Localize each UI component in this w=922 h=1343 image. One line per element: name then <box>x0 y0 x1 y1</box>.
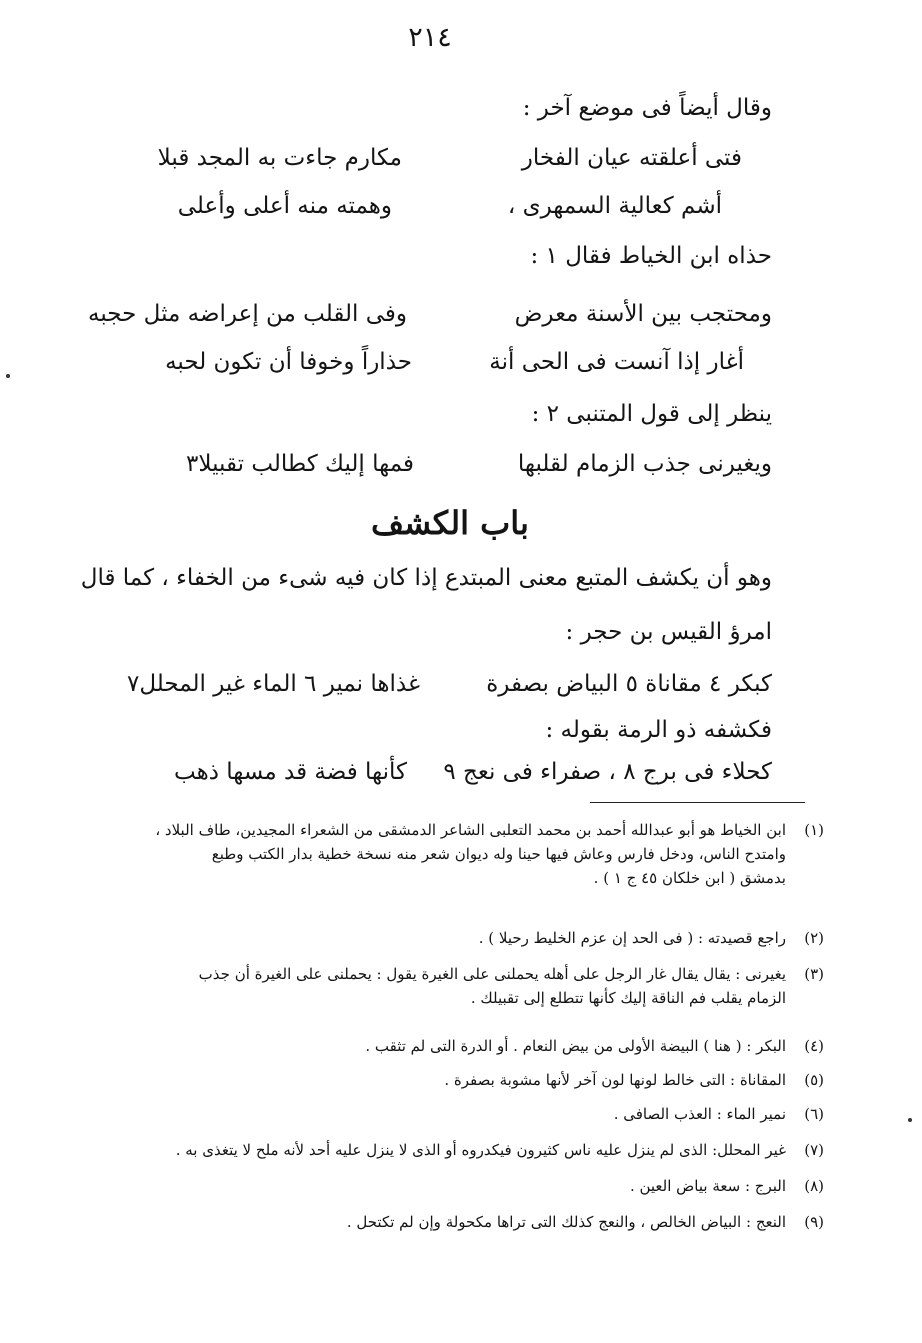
footnote-2-line-1: راجع قصيدته : ( فى الحد إن عزم الخليط رحيلا ) . <box>478 929 786 947</box>
verse-3-second-hemistich: وفى القلب من إعراضه مثل حجبه <box>88 301 407 327</box>
footnote-3-line-1: يغيرنى : يقال يقال غار الرجل على أهله يحملنى على الغيرة يقول : يحملنى على الغيرة أن جذب <box>198 965 786 983</box>
intro-line-2: حذاه ابن الخياط فقال ١ : <box>530 243 772 269</box>
verse-7-first-hemistich: كحلاء فى برج ٨ ، صفراء فى نعج ٩ <box>443 759 772 785</box>
section-heading: باب الكشف <box>371 504 529 542</box>
footnote-5-line-1: المقاناة : التى خالط لونها لون آخر لأنها مشوبة بصفرة . <box>444 1071 786 1089</box>
footnote-1-line-1: ابن الخياط هو أبو عبدالله أحمد بن محمد التعلبى الشاعر الدمشقى من الشعراء المجيدين، طاف البلاد ، <box>155 821 786 839</box>
verse-6-second-hemistich: غذاها نمير ٦ الماء غير المحلل٧ <box>127 671 420 697</box>
footnote-3-number: (٣) <box>804 965 824 983</box>
verse-2-second-hemistich: وهمته منه أعلى وأعلى <box>177 193 392 219</box>
footnote-5 <box>104 1068 824 1092</box>
paragraph-line-1: وهو أن يكشف المتبع معنى المبتدع إذا كان فيه شىء من الخفاء ، كما قال <box>80 565 772 591</box>
footnote-5-number: (٥) <box>804 1071 824 1089</box>
footnote-2-number: (٢) <box>804 929 824 947</box>
footnote-8 <box>104 1174 824 1198</box>
footnote-9 <box>104 1210 824 1234</box>
verse-4-first-hemistich: أغار إذا آنست فى الحى أنة <box>489 349 744 375</box>
footnote-1-line-3: بدمشق ( ابن خلكان ٤٥ ج ١ ) . <box>593 869 786 887</box>
verse-5-first-hemistich: ويغيرنى جذب الزمام لقلبها <box>517 451 772 477</box>
footnote-4-number: (٤) <box>804 1037 824 1055</box>
footnote-6-line-1: نمير الماء : العذب الصافى . <box>613 1105 786 1123</box>
footnote-9-line-1: النعج : البياض الخالص ، والنعج كذلك التى تراها مكحولة وإن لم تكتحل . <box>346 1213 786 1231</box>
footnote-4 <box>104 1034 824 1058</box>
verse-5-second-hemistich: فمها إليك كطالب تقبيلا٣ <box>186 451 414 477</box>
footnote-7 <box>104 1138 824 1162</box>
footnote-3 <box>104 962 824 1010</box>
footnote-1 <box>104 818 824 890</box>
verse-1-first-hemistich: فتى أعلقته عيان الفخار <box>521 145 742 171</box>
footnote-8-line-1: البرج : سعة بياض العين . <box>629 1177 786 1195</box>
footnote-1-line-2: وامتدح الناس، ودخل فارس وعاش فيها حينا وله ديوان شعر منه نسخة خطية بدار الكتب وطبع <box>211 845 786 863</box>
paragraph-line-2: امرؤ القيس بن حجر : <box>565 619 772 645</box>
footnote-6 <box>104 1102 824 1126</box>
verse-1-second-hemistich: مكارم جاءت به المجد قبلا <box>157 145 402 171</box>
footnote-7-line-1: غير المحلل: الذى لم ينزل عليه ناس كثيرون فيكدروه أو الذى لا ينزل عليه أحد لأنه ملح لا يتغذى به . <box>175 1141 786 1159</box>
intro-line-1: وقال أيضاً فى موضع آخر : <box>522 95 772 121</box>
footnote-3-line-2: الزمام يقلب فم الناقة إليك كأنها تتطلع إلى تقبيلك . <box>470 989 786 1007</box>
footnote-8-number: (٨) <box>804 1177 824 1195</box>
footnote-7-number: (٧) <box>804 1141 824 1159</box>
footnote-6-number: (٦) <box>804 1105 824 1123</box>
footnote-4-line-1: البكر : ( هنا ) البيضة الأولى من بيض النعام . أو الدرة التى لم تثقب . <box>365 1037 786 1055</box>
verse-2-first-hemistich: أشم كعالية السمهرى ، <box>507 193 722 219</box>
verse-3-first-hemistich: ومحتجب بين الأسنة معرض <box>514 301 772 327</box>
intro-line-3: ينظر إلى قول المتنبى ٢ : <box>531 401 772 427</box>
footnote-separator <box>590 802 805 803</box>
verse-4-second-hemistich: حذاراً وخوفا أن تكون لحبه <box>165 349 412 375</box>
page-number: ٢١٤ <box>408 22 452 53</box>
scan-speck-right <box>908 1118 912 1122</box>
verse-6-first-hemistich: كبكر ٤ مقاناة ٥ البياض بصفرة <box>486 671 772 697</box>
footnote-2 <box>104 926 824 950</box>
scan-speck-left <box>6 374 10 378</box>
footnote-1-number: (١) <box>804 821 824 839</box>
verse-7-second-hemistich: كأنها فضة قد مسها ذهب <box>174 759 407 785</box>
intro-line-4: فكشفه ذو الرمة بقوله : <box>545 717 772 743</box>
footnote-9-number: (٩) <box>804 1213 824 1231</box>
